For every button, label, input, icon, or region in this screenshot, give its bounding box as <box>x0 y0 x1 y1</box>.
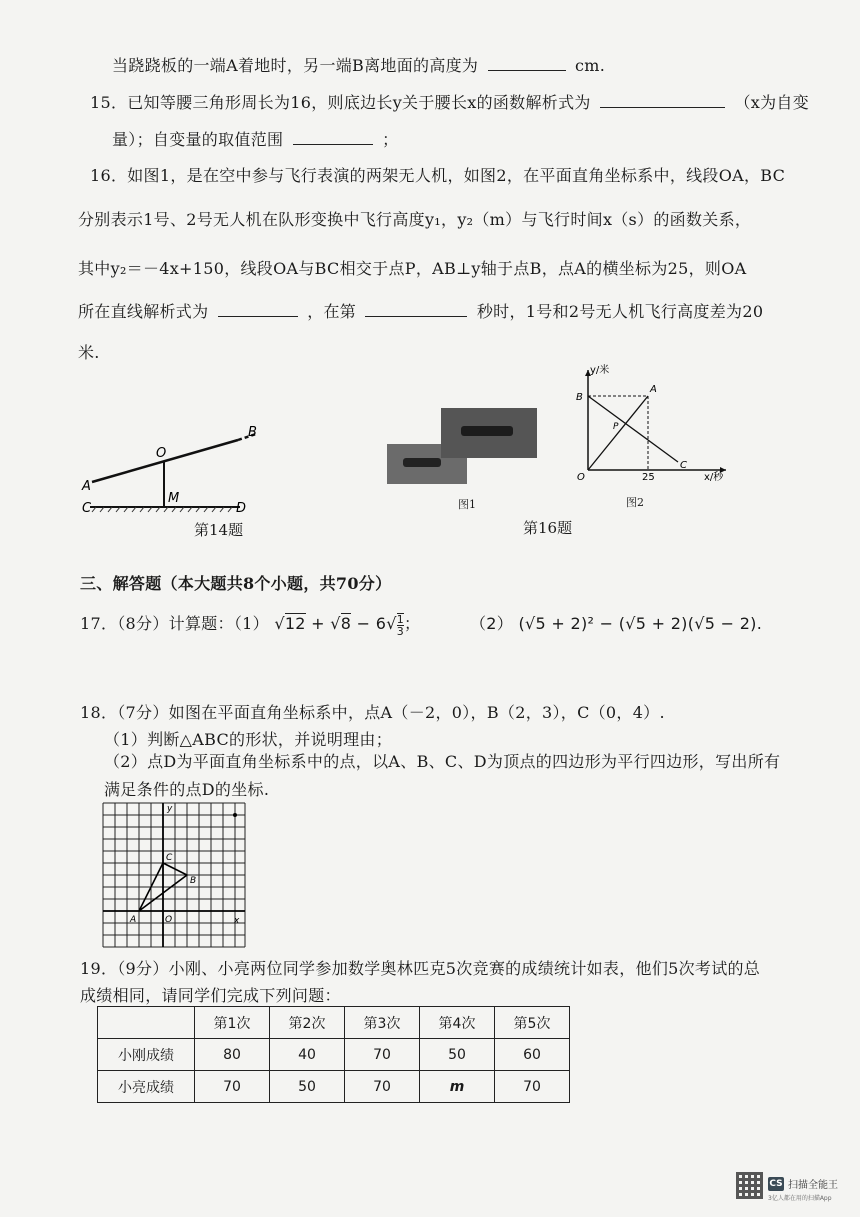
q18-grid-figure <box>100 800 248 950</box>
fig14-label-c: C <box>82 501 92 516</box>
q16-blank2 <box>365 315 467 317</box>
q17-radicand-1: 12 <box>284 614 306 633</box>
table-header-cell: 第3次 <box>345 1007 420 1039</box>
q19-score-table <box>97 1006 570 1103</box>
table-cell: 70 <box>495 1071 570 1103</box>
q17-fraction <box>397 613 404 637</box>
q15-blank1 <box>600 106 725 108</box>
fig16-photo-drone1 <box>441 408 537 458</box>
table-cell: 小亮成绩 <box>98 1071 195 1103</box>
q19-line1: 19．（9分）小刚、小亮两位同学参加数学奥林匹克5次竞赛的成绩统计如表，他们5次考试的总 <box>80 959 761 978</box>
q18-label-a: A <box>130 915 137 925</box>
q16-blank1 <box>218 315 298 317</box>
q18-y-label: y <box>167 804 173 814</box>
q15-text2-end: ； <box>382 130 399 149</box>
q16-text4a: 所在直线解析式为 <box>78 302 209 321</box>
fig16-label-p: P <box>613 422 619 432</box>
fig14-label-m: M <box>168 491 180 506</box>
footer-brand: 扫描全能王 <box>788 1180 838 1191</box>
q18-grid-lines <box>103 803 245 947</box>
table-row <box>98 1071 570 1103</box>
q16-text4c: 秒时，1号和2号无人机飞行高度差为20 <box>476 302 764 321</box>
section3-title: 三、解答题（本大题共8个小题，共70分） <box>80 574 392 593</box>
fig16-fig2-caption: 图2 <box>626 496 644 509</box>
q18-label-b: B <box>190 876 197 886</box>
q18-line2: （1）判断△ABC的形状，并说明理由； <box>104 730 393 749</box>
fig16-origin-label: O <box>577 472 585 483</box>
q16-line4 <box>78 299 763 322</box>
q16-line3: 其中y₂＝－4x+150，线段OA与BC相交于点P，AB⊥y轴于点B，点A的横坐标为25，则OA <box>78 259 747 278</box>
segment-bc <box>588 396 678 462</box>
q18-line1: 18．（7分）如图在平面直角坐标系中，点A（－2，0），B（2，3），C（0，4）. <box>80 703 665 722</box>
fig16-label-b: B <box>576 392 583 403</box>
q18-label-o: O <box>165 915 173 925</box>
fig14-label-o: O <box>156 446 167 461</box>
q15-text1-end: （x为自变 <box>734 93 809 112</box>
table-header-cell: 第5次 <box>495 1007 570 1039</box>
q14-tail-text: 当跷跷板的一端A着地时，另一端B离地面的高度为 <box>112 56 479 75</box>
q16-line2: 分别表示1号、2号无人机在队形变换中飞行高度y₁，y₂（m）与飞行时间x（s）的函数关系， <box>78 210 752 229</box>
table-cell: 60 <box>495 1039 570 1071</box>
table-cell: 40 <box>270 1039 345 1071</box>
drone-icon <box>461 426 513 436</box>
q16-line5: 米. <box>78 343 100 362</box>
q19-line2: 成绩相同，请同学们完成下列问题： <box>80 986 341 1005</box>
q18-line3: （2）点D为平面直角坐标系中的点，以A、B、C、D为顶点的四边形为平行四边形，写出所有 <box>104 752 781 771</box>
fig16-y-label: y/米 <box>590 365 610 376</box>
q17-coef: 6 <box>375 614 387 633</box>
drone-icon <box>403 458 441 467</box>
table-cell: 70 <box>195 1071 270 1103</box>
table-header-cell: 第4次 <box>420 1007 495 1039</box>
fig16-x-label: x/秒 <box>704 472 724 483</box>
fig14-seesaw <box>80 420 280 520</box>
q14-unit: cm. <box>575 56 606 75</box>
fig16-label-a: A <box>650 384 657 395</box>
q17-line <box>80 611 420 637</box>
q17-prefix: 17．（8分）计算题：（1） <box>80 614 269 633</box>
q15-text2: 量）；自变量的取值范围 <box>112 130 284 149</box>
q17-frac-den: 3 <box>396 624 405 638</box>
table-header-cell: 第1次 <box>195 1007 270 1039</box>
fig16-graph <box>568 362 738 492</box>
table-cell: 70 <box>345 1071 420 1103</box>
fig16-caption: 第16题 <box>523 519 573 537</box>
table-cell: m <box>420 1071 495 1103</box>
table-cell: 50 <box>420 1039 495 1071</box>
q14-answer-blank <box>488 69 566 71</box>
fig14-label-a: A <box>82 479 91 494</box>
q18-x-label: x <box>234 916 240 926</box>
fig16-fig1-caption: 图1 <box>458 498 476 511</box>
table-header-cell: 第2次 <box>270 1007 345 1039</box>
q17-part1: $√12 + √8 - 6√\frac{1}{3}$ ； <box>274 612 421 638</box>
q17-part2: (√5 + 2)² − (√5 + 2)(√5 − 2). <box>518 614 763 633</box>
q15-text1: 15．已知等腰三角形周长为16，则底边长y关于腰长x的函数解析式为 <box>90 93 591 112</box>
table-cell: 80 <box>195 1039 270 1071</box>
qr-code-icon <box>736 1172 763 1199</box>
footer-brand-sub: 3亿人都在用的扫描App <box>768 1195 832 1202</box>
q17-part2-line <box>470 611 762 634</box>
fig14-caption: 第14题 <box>194 521 244 539</box>
q17-frac-num: 1 <box>396 612 405 626</box>
q17-radicand-2: 8 <box>340 614 352 633</box>
table-cell: 70 <box>345 1039 420 1071</box>
table-cell: 小刚成绩 <box>98 1039 195 1071</box>
q16-text4b: ，在第 <box>307 302 357 321</box>
q15-blank2 <box>293 143 373 145</box>
q17-part2-label: （2） <box>470 614 514 633</box>
q16-line1: 16．如图1，是在空中参与飞行表演的两架无人机，如图2，在平面直角坐标系中，线段OA，BC <box>90 166 786 185</box>
table-cell: 50 <box>270 1071 345 1103</box>
table-header-row <box>98 1007 570 1039</box>
fig16-tick-25: 25 <box>642 472 655 483</box>
q14-tail-line <box>112 53 605 76</box>
q18-corner-dot <box>233 813 237 817</box>
q18-line4: 满足条件的点D的坐标. <box>104 780 270 799</box>
q15-line1 <box>90 90 809 113</box>
table-row <box>98 1039 570 1071</box>
fig14-label-b: B <box>248 425 257 440</box>
fig16-label-c: C <box>680 460 687 471</box>
camscanner-logo-icon: CS <box>769 1179 783 1189</box>
q15-line2 <box>112 127 398 150</box>
q18-label-c: C <box>166 853 173 863</box>
fig14-label-d: D <box>236 501 247 516</box>
table-header-cell <box>98 1007 195 1039</box>
